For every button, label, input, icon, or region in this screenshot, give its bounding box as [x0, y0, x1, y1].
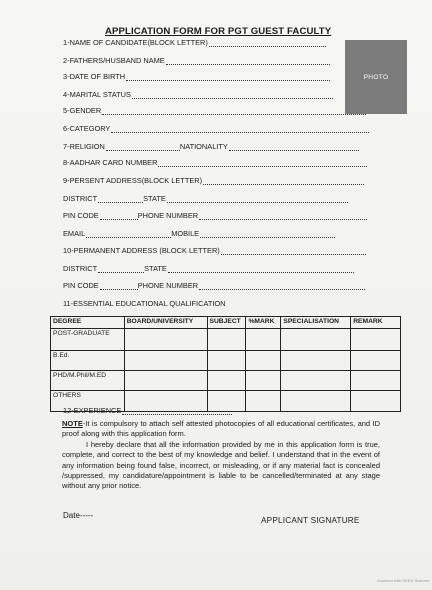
table-cell[interactable] — [281, 371, 351, 391]
field-permanent-address-label: 10-PERMANENT ADDRESS (BLOCK LETTER) — [63, 246, 220, 255]
table-cell[interactable] — [207, 351, 246, 371]
table-cell[interactable] — [246, 351, 281, 371]
table-cell[interactable] — [246, 391, 281, 412]
photo-box[interactable] — [345, 40, 407, 114]
field-phone-present-label: PHONE NUMBER — [137, 211, 199, 220]
table-cell[interactable] — [207, 371, 246, 391]
table-header: DEGREE — [51, 317, 125, 329]
form-title: APPLICATION FORM FOR PGT GUEST FACULTY — [105, 26, 332, 37]
field-pincode-present[interactable] — [63, 211, 367, 220]
field-email[interactable] — [63, 229, 335, 238]
field-qualification-label: 11-ESSENTIAL EDUCATIONAL QUALIFICATION — [63, 299, 226, 308]
table-header: SPECIALISATION — [281, 317, 351, 329]
qualification-table — [50, 316, 401, 412]
note-section — [62, 419, 380, 492]
field-mobile-label: MOBILE — [171, 229, 200, 238]
note-text: -It is compulsory to attach self attested photocopies of all educational certificates, and ID proof along with this application form. — [62, 419, 380, 439]
table-cell[interactable] — [246, 329, 281, 351]
field-father-label: 2-FATHERS/HUSBAND NAME — [63, 56, 165, 65]
field-dob[interactable] — [63, 72, 330, 81]
table-header: REMARK — [351, 317, 401, 329]
field-nationality-label: NATIONALITY — [179, 142, 228, 151]
note-label: NOTE — [62, 419, 83, 428]
field-religion[interactable] — [63, 142, 359, 151]
table-cell[interactable] — [351, 351, 401, 371]
field-permanent-address[interactable] — [63, 246, 366, 255]
field-experience[interactable] — [63, 406, 232, 415]
table-row — [51, 371, 401, 391]
field-pincode-present-label: PIN CODE — [63, 211, 99, 220]
table-cell[interactable] — [207, 329, 246, 351]
field-experience-label: 12-EXPERIENCE — [63, 406, 122, 415]
field-present-address[interactable] — [63, 176, 364, 185]
field-state-present-label: STATE — [143, 194, 166, 203]
field-gender-label: 5-GENDER — [63, 106, 102, 115]
table-cell[interactable] — [281, 351, 351, 371]
degree-cell: OTHERS — [51, 391, 125, 412]
field-email-label: EMAIL — [63, 229, 86, 238]
note-paragraph — [62, 419, 380, 440]
field-marital-label: 4-MARITAL STATUS — [63, 90, 131, 99]
table-cell[interactable] — [124, 351, 207, 371]
field-aadhar[interactable] — [63, 158, 367, 167]
table-cell[interactable] — [246, 371, 281, 391]
declaration-text: I hereby declare that all the information provided by me in this application form is true, complete, and correct to the best of my knowledge and belief. I understand that in the event of any information being found false, incorrect, or misleading, or if any material fact is concealed /suppressed, my candidature/appointment is liable to be cancelled/terminated at any stage without any prior notice. — [62, 439, 380, 491]
table-row — [51, 351, 401, 371]
field-phone-permanent-label: PHONE NUMBER — [137, 281, 199, 290]
field-district-permanent-label: DISTRICT — [63, 264, 98, 273]
degree-cell: POST-GRADUATE — [51, 329, 125, 351]
table-cell[interactable] — [124, 371, 207, 391]
table-header: SUBJECT — [207, 317, 246, 329]
photo-label: PHOTO — [363, 73, 389, 81]
field-district-present[interactable] — [63, 194, 348, 203]
field-category[interactable] — [63, 124, 369, 133]
table-header: %MARK — [246, 317, 281, 329]
degree-cell: B.Ed. — [51, 351, 125, 371]
scanner-watermark: Scanned with OKEN Scanner — [377, 578, 430, 583]
field-name[interactable] — [63, 38, 326, 47]
field-qualification — [63, 299, 226, 308]
table-cell[interactable] — [281, 329, 351, 351]
table-header-row — [51, 317, 401, 329]
field-name-label: 1-NAME OF CANDIDATE(BLOCK LETTER) — [63, 38, 208, 47]
field-father[interactable] — [63, 56, 330, 65]
field-category-label: 6-CATEGORY — [63, 124, 111, 133]
date-field[interactable]: Date----- — [63, 511, 94, 520]
table-header: BOARD/UNIVERSITY — [124, 317, 207, 329]
field-religion-label: 7-RELIGION — [63, 142, 105, 151]
field-gender[interactable] — [63, 106, 366, 115]
field-state-permanent-label: STATE — [144, 264, 167, 273]
table-cell[interactable] — [351, 391, 401, 412]
table-cell[interactable] — [124, 329, 207, 351]
field-dob-label: 3-DATE OF BIRTH — [63, 72, 126, 81]
field-aadhar-label: 8-AADHAR CARD NUMBER — [63, 158, 158, 167]
degree-cell: PHD/M.Phil/M.ED — [51, 371, 125, 391]
applicant-signature[interactable]: APPLICANT SIGNATURE — [261, 516, 360, 525]
table-cell[interactable] — [281, 391, 351, 412]
field-district-permanent[interactable] — [63, 264, 354, 273]
table-row — [51, 329, 401, 351]
field-district-present-label: DISTRICT — [63, 194, 98, 203]
table-cell[interactable] — [351, 329, 401, 351]
table-cell[interactable] — [351, 371, 401, 391]
field-pincode-permanent-label: PIN CODE — [63, 281, 99, 290]
field-marital[interactable] — [63, 90, 333, 99]
field-pincode-permanent[interactable] — [63, 281, 365, 290]
field-present-address-label: 9-PERSENT ADDRESS(BLOCK LETTER) — [63, 176, 203, 185]
